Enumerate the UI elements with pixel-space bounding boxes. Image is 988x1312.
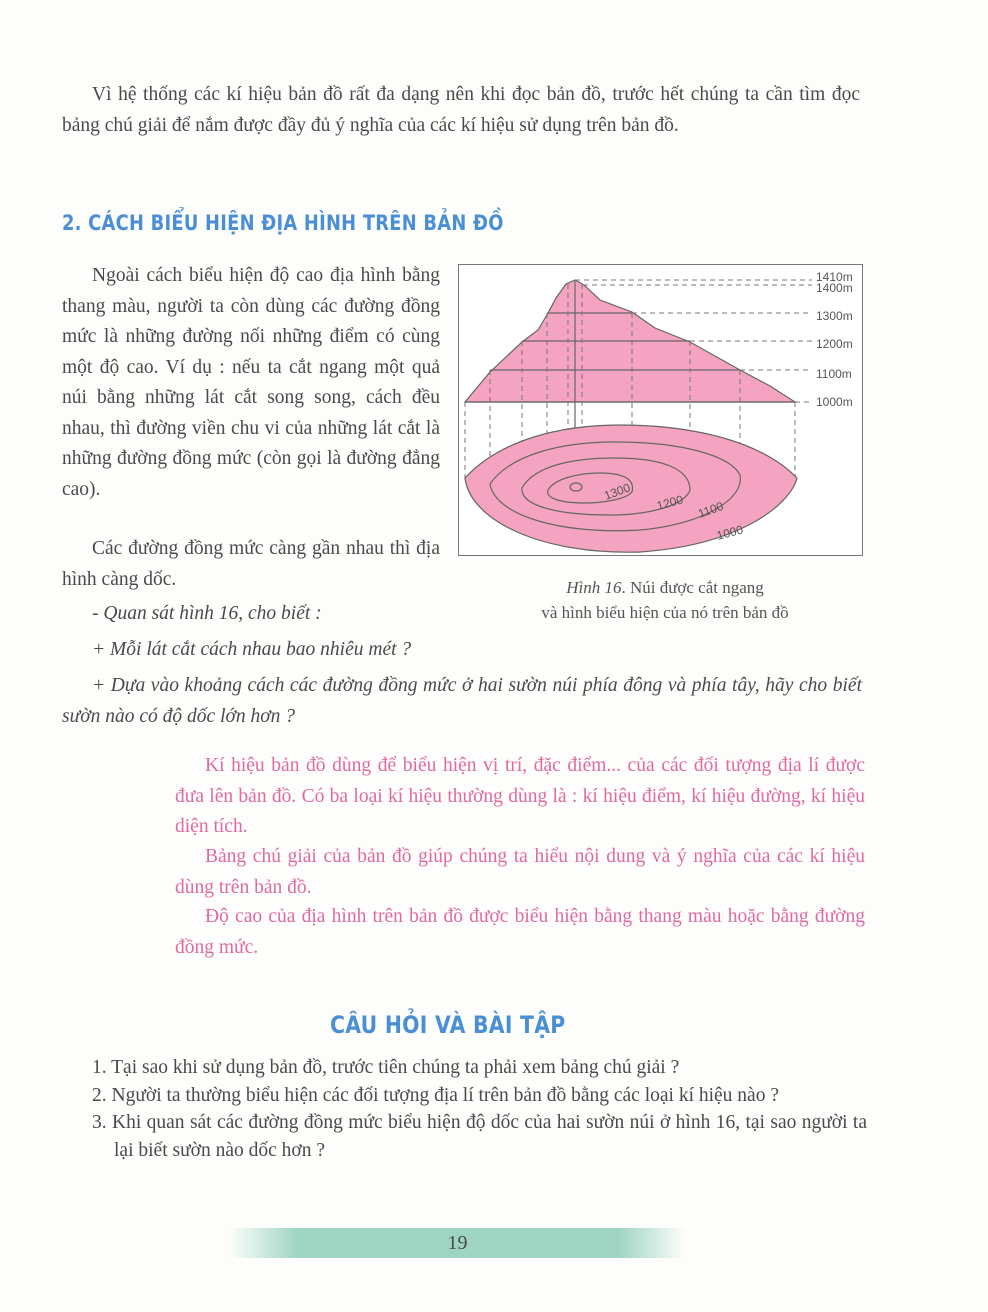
- elev-label: 1410m: [816, 270, 853, 284]
- elev-label: 1400m: [816, 281, 853, 295]
- summary-point: Bảng chú giải của bản đồ giúp chúng ta hiểu nội dung và ý nghĩa của các kí hiệu dùng trên bản đồ.: [175, 846, 865, 898]
- question-item: 1. Tại sao khi sử dụng bản đồ, trước tiên chúng ta phải xem bảng chú giải ?: [92, 1057, 680, 1078]
- page-number: 19: [230, 1228, 685, 1258]
- intro-paragraph: Vì hệ thống các kí hiệu bản đồ rất đa dạng nên khi đọc bản đồ, trước hết chúng ta cần tìm đọc bảng chú giải để nắm được đầy đủ ý nghĩa của các kí hiệu sử dụng trên bản đồ.: [62, 84, 860, 136]
- summary-point: Kí hiệu bản đồ dùng để biểu hiện vị trí, đặc điểm... của các đối tượng địa lí được đưa lên bản đồ. Có ba loại kí hiệu thường dùng là : kí hiệu điểm, kí hiệu đường, kí hiệu diện tích.: [175, 755, 865, 837]
- question-slope: + Dựa vào khoảng cách các đường đồng mức ở hai sườn núi phía đông và phía tây, hãy cho biết sườn nào có độ dốc lớn hơn ?: [62, 675, 862, 727]
- contour-label: 1100: [696, 498, 726, 521]
- contour-label: 1000: [715, 522, 745, 543]
- slope-paragraph: Các đường đồng mức càng gần nhau thì địa hình càng dốc.: [62, 538, 440, 590]
- contour-label: 1200: [655, 492, 685, 513]
- question-item: 3. Khi quan sát các đường đồng mức biểu hiện độ dốc của hai sườn núi ở hình 16, tại sao người ta lại biết sườn nào dốc hơn ?: [92, 1112, 867, 1161]
- elev-label: 1100m: [816, 367, 852, 381]
- figure-caption-line1: Hình 16. Núi được cắt ngang: [566, 578, 764, 597]
- section-title: 2. CÁCH BIỂU HIỆN ĐỊA HÌNH TRÊN BẢN ĐỒ: [62, 211, 504, 235]
- elev-label: 1300m: [816, 309, 853, 323]
- figure-16-mountain-contours: [458, 264, 863, 556]
- contour-label: 1300: [602, 480, 633, 503]
- questions-title: CÂU HỎI VÀ BÀI TẬP: [330, 1011, 566, 1039]
- figure-caption-line2: và hình biểu hiện của nó trên bản đồ: [541, 603, 789, 622]
- question-item: 2. Người ta thường biểu hiện các đối tượng địa lí trên bản đồ bằng các loại kí hiệu nào ?: [92, 1085, 779, 1106]
- contour-paragraph: Ngoài cách biểu hiện độ cao địa hình bằng thang màu, người ta còn dùng các đường đồng mức là những đường nối những điểm có cùng một độ cao. Ví dụ : nếu ta cắt ngang một quả núi bằng những lát cắt song song, cách đều nhau, thì đường viền chu vi của những lát cắt là những đường đồng mức (còn gọi là đường đẳng cao).: [62, 265, 440, 500]
- mountain-contour-diagram: [458, 264, 863, 556]
- elev-label: 1200m: [816, 337, 853, 351]
- contour-1000: [465, 425, 797, 552]
- summary-point: Độ cao của địa hình trên bản đồ được biểu hiện bằng thang màu hoặc bằng đường đồng mức.: [175, 906, 865, 958]
- elev-label: 1000m: [816, 395, 853, 409]
- task-instruction: - Quan sát hình 16, cho biết :: [92, 603, 322, 624]
- question-interval: + Mỗi lát cắt cách nhau bao nhiêu mét ?: [92, 639, 412, 660]
